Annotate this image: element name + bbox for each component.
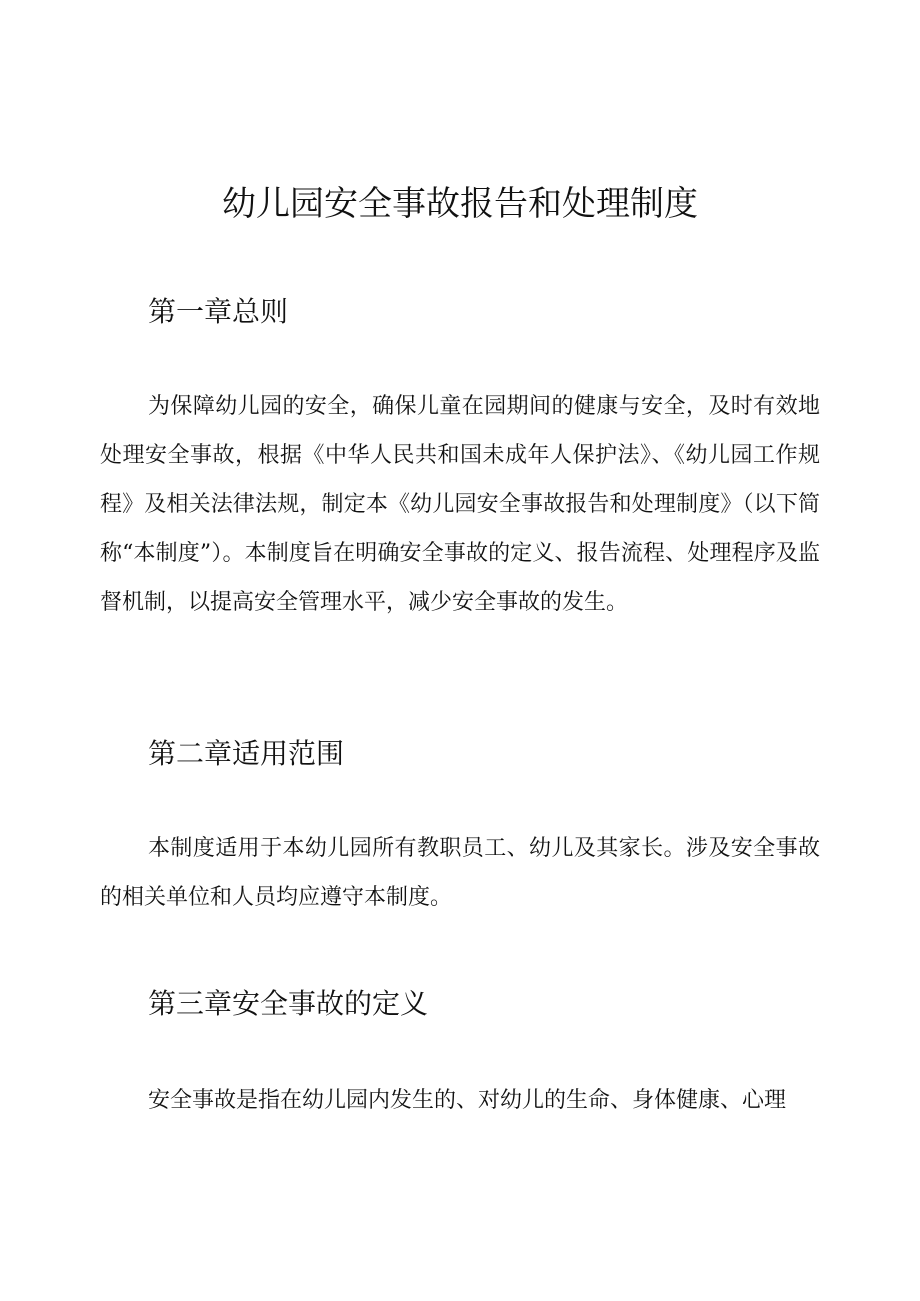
chapter-paragraph-scope: 本制度适用于本幼儿园所有教职员工、幼儿及其家长。涉及安全事故的相关单位和人员均应遵守本制度。 <box>100 836 820 910</box>
chapter-paragraph-definition: 安全事故是指在幼儿园内发生的、对幼儿的生命、身体健康、心理 <box>148 1088 787 1113</box>
chapter-paragraph-general: 为保障幼儿园的安全，确保儿童在园期间的健康与安全，及时有效地处理安全事故，根据《中华人民共和国未成年人保护法》、《幼儿园工作规程》及相关法律法规，制定本《幼儿园安全事故报告和处理制度》（以下简称“本制度”）。本制度旨在明确安全事故的定义、报告流程、处理程序及监督机制，以提高安全管理水平，减少安全事故的发生。 <box>100 394 820 615</box>
chapter-heading-general: 第一章总则 <box>148 295 289 328</box>
document-title: 幼儿园安全事故报告和处理制度 <box>222 184 698 224</box>
chapter-heading-scope: 第二章适用范围 <box>148 737 345 770</box>
chapter-heading-definition: 第三章安全事故的定义 <box>148 987 429 1020</box>
